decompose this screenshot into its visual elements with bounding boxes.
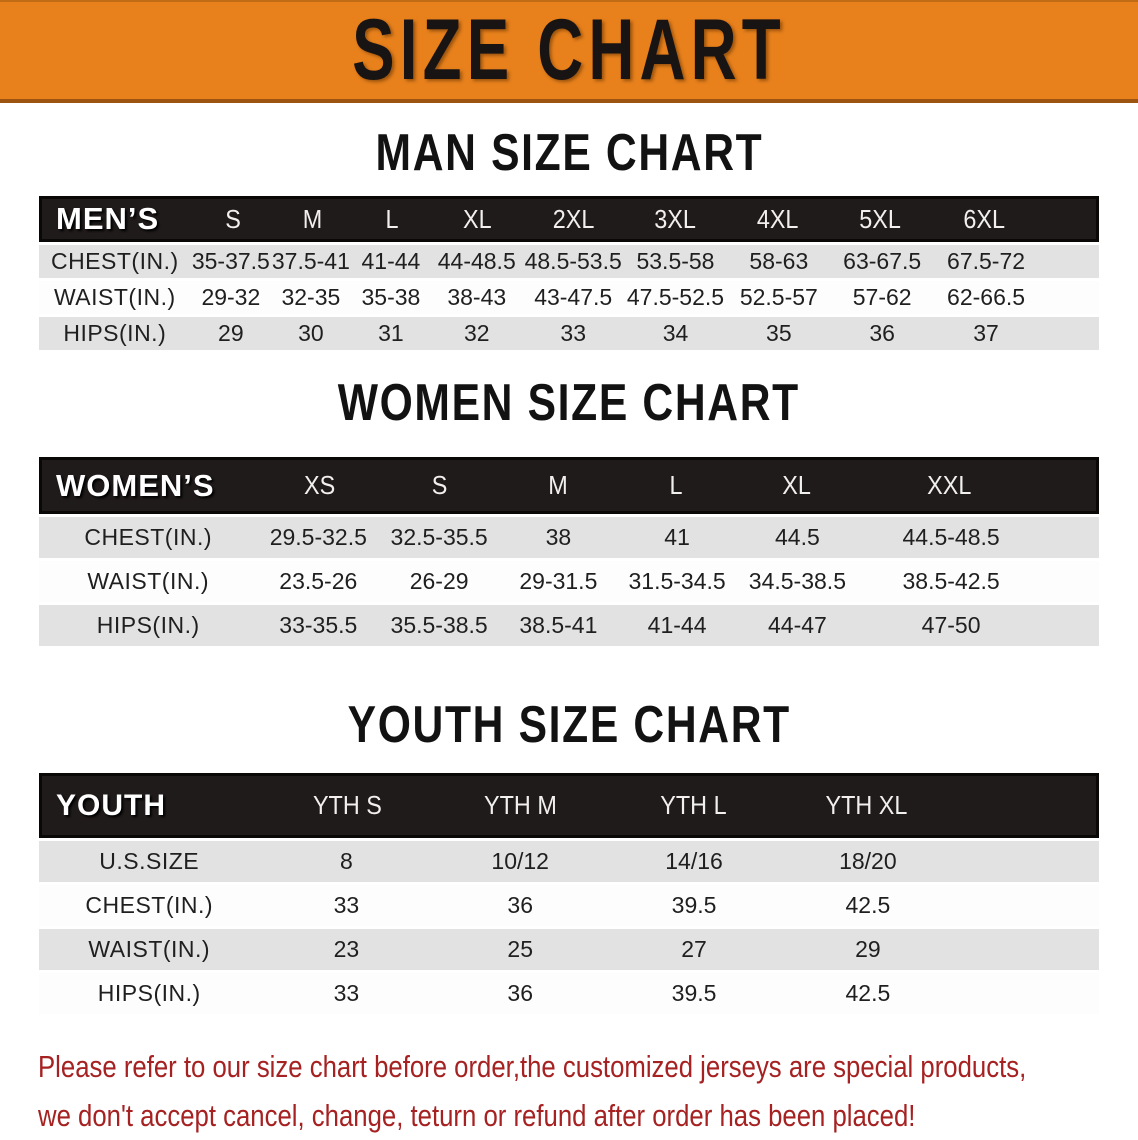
row-label: HIPS(IN.): [63, 320, 167, 346]
size-value: 34.5-38.5: [748, 568, 846, 594]
row-label: CHEST(IN.): [84, 524, 213, 550]
row-label: CHEST(IN.): [85, 892, 214, 918]
size-value: 57-62: [852, 284, 912, 310]
size-value: 35-38: [361, 284, 421, 310]
row-label: WAIST(IN.): [87, 568, 210, 594]
youth-size-table: [39, 773, 1099, 1014]
size-value: 38: [545, 524, 572, 550]
column-header: M: [548, 470, 569, 500]
column-header: YTH L: [660, 790, 727, 820]
size-value: 32: [463, 320, 490, 346]
table-row: [39, 841, 1099, 882]
size-value: 44.5-48.5: [902, 524, 1000, 550]
size-value: 30: [298, 320, 324, 346]
youth-size-heading: [0, 696, 1138, 754]
size-value: 41-44: [647, 612, 707, 638]
table-header-row: [39, 457, 1099, 514]
size-value: 67.5-72: [947, 248, 1026, 274]
row-label: U.S.SIZE: [99, 848, 200, 874]
size-value: 14/16: [665, 848, 723, 874]
man-size-table: [39, 196, 1099, 350]
size-value: 29: [218, 320, 244, 346]
size-value: 44-48.5: [437, 248, 516, 274]
man-size-heading-text: MAN SIZE CHART: [375, 124, 763, 182]
row-label: CHEST(IN.): [50, 248, 179, 274]
size-value: 36: [507, 892, 533, 918]
column-header: 4XL: [756, 203, 799, 234]
table-header-row: [39, 773, 1099, 838]
column-header: L: [385, 203, 399, 234]
size-value: [1044, 605, 1099, 646]
table-row: [39, 929, 1099, 970]
column-header: [1044, 460, 1093, 511]
table-corner-label: WOMEN’S: [56, 467, 215, 503]
size-value: 38.5-42.5: [902, 568, 1000, 594]
size-value: 38-43: [447, 284, 507, 310]
row-label: WAIST(IN.): [88, 936, 211, 962]
column-header: [1039, 199, 1093, 239]
size-value: 39.5: [671, 980, 717, 1006]
size-value: 36: [507, 980, 533, 1006]
size-value: 58-63: [749, 248, 809, 274]
size-value: 44-47: [767, 612, 827, 638]
column-header: 2XL: [552, 203, 594, 234]
size-value: [955, 973, 1099, 1014]
size-value: [1039, 281, 1099, 314]
size-value: 35: [766, 320, 792, 346]
size-value: 41-44: [361, 248, 421, 274]
size-value: 37.5-41: [271, 248, 350, 274]
size-value: 34: [662, 320, 689, 346]
table-row: [39, 317, 1099, 350]
column-header: S: [224, 203, 241, 234]
size-value: 8: [339, 848, 353, 874]
size-value: 29: [855, 936, 881, 962]
column-header: XS: [304, 470, 336, 500]
table-row: [39, 885, 1099, 926]
column-header: [960, 776, 1089, 835]
disclaimer: [38, 1042, 1138, 1140]
size-value: 44.5: [775, 524, 820, 550]
size-value: [1044, 517, 1099, 558]
youth-size-section: [0, 696, 1138, 1014]
size-value: 36: [869, 320, 895, 346]
youth-size-heading-text: YOUTH SIZE CHART: [347, 696, 791, 754]
size-value: 18/20: [839, 848, 897, 874]
size-value: 53.5-58: [636, 248, 715, 274]
size-value: 41: [664, 524, 690, 550]
size-value: 32.5-35.5: [390, 524, 488, 550]
man-size-section: [0, 124, 1138, 350]
table-row: [39, 605, 1099, 646]
size-value: 42.5: [845, 980, 891, 1006]
size-value: [955, 929, 1099, 970]
size-value: 52.5-57: [739, 284, 818, 310]
women-size-heading-text: WOMEN SIZE CHART: [337, 374, 801, 432]
disclaimer-line-1: Please refer to our size chart before order,the customized jerseys are special products,: [38, 1049, 1027, 1084]
size-value: [1039, 245, 1099, 278]
size-value: 37: [973, 320, 999, 346]
table-row: [39, 281, 1099, 314]
size-value: 26-29: [409, 568, 469, 594]
size-value: 31: [378, 320, 404, 346]
table-header-row: [39, 196, 1099, 242]
size-value: 29-31.5: [519, 568, 598, 594]
size-value: 33: [333, 980, 360, 1006]
size-value: 33: [333, 892, 360, 918]
column-header: 3XL: [654, 203, 696, 234]
column-header: S: [432, 470, 448, 500]
size-value: 23.5-26: [279, 568, 358, 594]
size-value: 35-37.5: [191, 248, 270, 274]
size-value: 42.5: [845, 892, 891, 918]
size-value: [955, 885, 1099, 926]
table-row: [39, 973, 1099, 1014]
row-label: WAIST(IN.): [53, 284, 176, 310]
disclaimer-line-2: we don't accept cancel, change, teturn or refund after order has been placed!: [38, 1098, 916, 1133]
women-size-table: [39, 457, 1099, 646]
size-value: 47.5-52.5: [626, 284, 725, 310]
size-value: 38.5-41: [519, 612, 598, 638]
women-size-section: [0, 374, 1138, 646]
column-header: 5XL: [859, 203, 902, 234]
banner-title: SIZE CHART: [352, 2, 786, 98]
column-header: M: [302, 203, 323, 234]
row-label: HIPS(IN.): [97, 980, 201, 1006]
size-value: 43-47.5: [534, 284, 613, 310]
table-corner-label: MEN’S: [56, 201, 160, 236]
man-size-heading: [0, 124, 1138, 182]
size-value: 23: [333, 936, 360, 962]
column-header: L: [669, 470, 683, 500]
size-value: 47-50: [921, 612, 981, 638]
size-value: 33-35.5: [279, 612, 358, 638]
size-value: [955, 841, 1099, 882]
size-value: 10/12: [491, 848, 549, 874]
column-header: 6XL: [962, 203, 1005, 234]
size-value: 48.5-53.5: [524, 248, 622, 274]
column-header: YTH XL: [825, 790, 908, 820]
banner: [0, 0, 1138, 103]
size-value: 35.5-38.5: [390, 612, 488, 638]
women-size-heading: [0, 374, 1138, 432]
size-value: [1044, 561, 1099, 602]
column-header: XXL: [926, 470, 972, 500]
size-value: [1039, 317, 1099, 350]
table-corner-label: YOUTH: [56, 788, 166, 822]
size-value: 25: [507, 936, 533, 962]
size-value: 29-32: [201, 284, 261, 310]
column-header: XL: [781, 470, 811, 500]
size-value: 63-67.5: [843, 248, 922, 274]
table-row: [39, 517, 1099, 558]
table-row: [39, 245, 1099, 278]
size-value: 33: [560, 320, 586, 346]
size-value: 39.5: [671, 892, 717, 918]
size-value: 27: [681, 936, 707, 962]
size-value: 32-35: [281, 284, 341, 310]
column-header: XL: [462, 203, 492, 234]
size-value: 62-66.5: [947, 284, 1026, 310]
table-row: [39, 561, 1099, 602]
column-header: YTH M: [484, 790, 557, 820]
size-value: 31.5-34.5: [628, 568, 726, 594]
column-header: YTH S: [313, 790, 383, 820]
size-value: 29.5-32.5: [269, 524, 367, 550]
row-label: HIPS(IN.): [96, 612, 200, 638]
